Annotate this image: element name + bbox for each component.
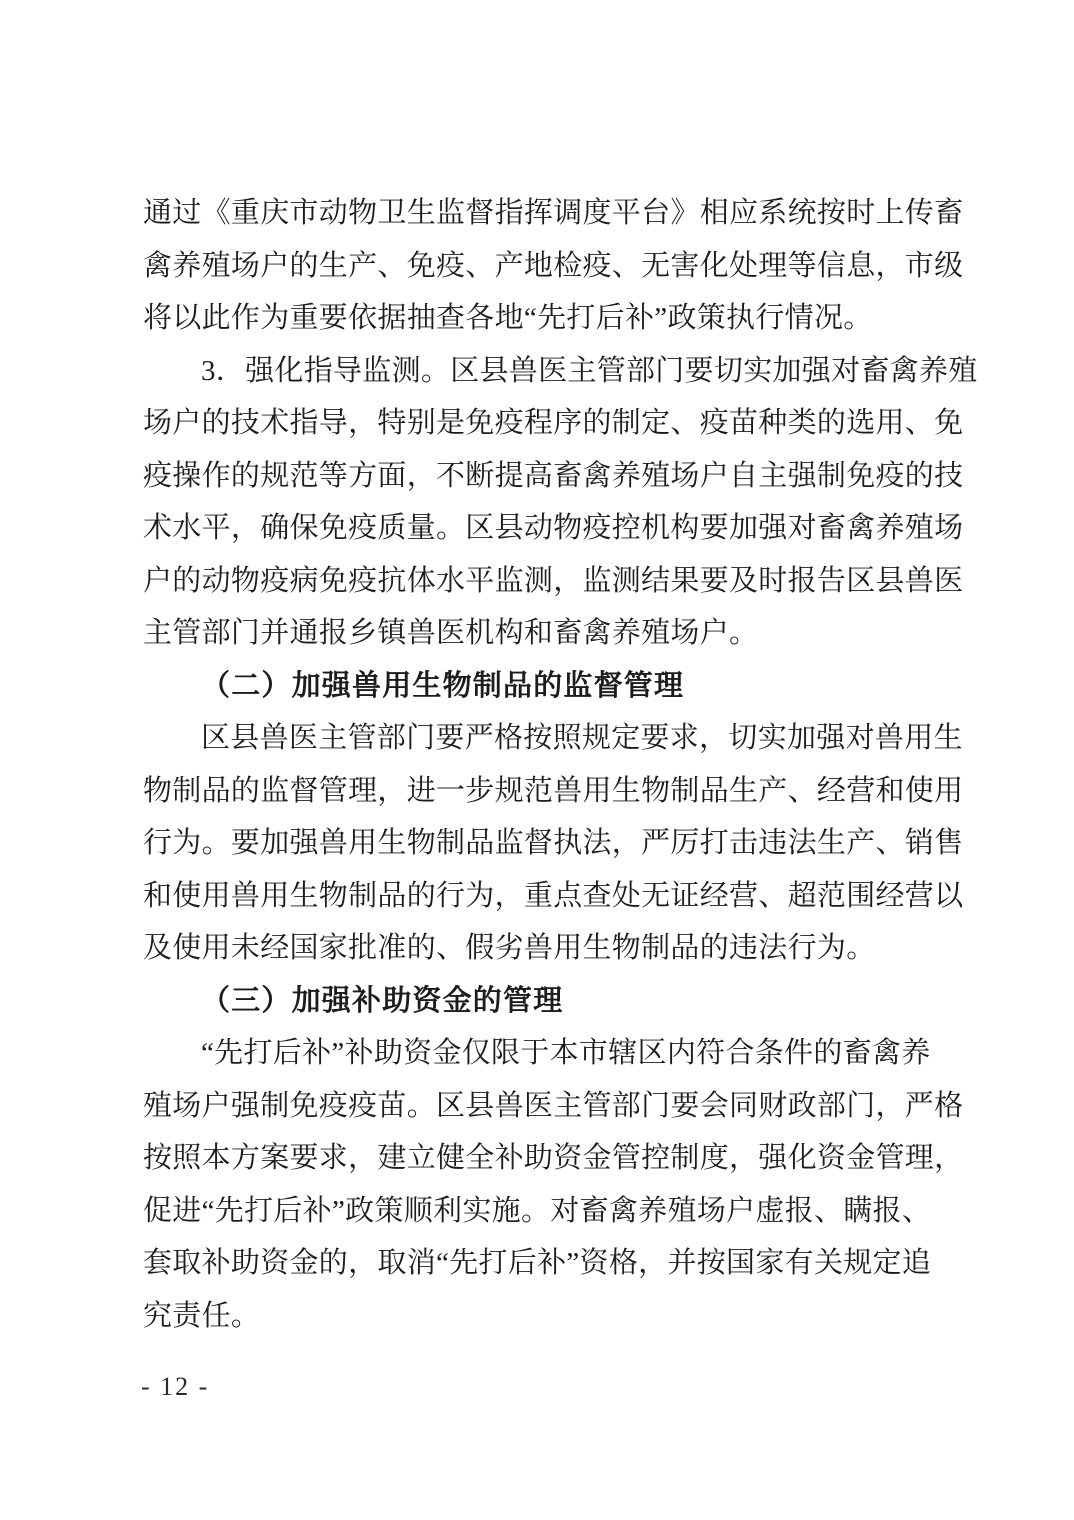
text-line: 通过《重庆市动物卫生监督指挥调度平台》相应系统按时上传畜: [143, 197, 964, 229]
text-line: 3．强化指导监测。区县兽医主管部门要切实加强对畜禽养殖: [201, 354, 978, 387]
section-heading: （三）加强补助资金的管理: [201, 984, 564, 1017]
section-heading-3: [143, 975, 967, 1028]
page-number: - 12 -: [141, 1372, 210, 1401]
paragraph-continuation: [143, 187, 967, 345]
text-line: 场户的技术指导，特别是免疫程序的制定、疫苗种类的选用、免: [143, 407, 964, 439]
paragraph-biologics: [143, 712, 967, 975]
text-line: 区县兽医主管部门要严格按照规定要求，切实加强对兽用生: [201, 722, 963, 754]
text-line: “先打后补”补助资金仅限于本市辖区内符合条件的畜禽养: [201, 1037, 931, 1069]
text-line: 疫操作的规范等方面，不断提高畜禽养殖场户自主强制免疫的技: [143, 459, 964, 492]
text-line: 将以此作为重要依据抽查各地“先打后补”政策执行情况。: [143, 302, 873, 334]
text-line: 究责任。: [143, 1299, 261, 1332]
text-line: 促进“先打后补”政策顺利实施。对畜禽养殖场户虚报、瞒报、: [143, 1194, 932, 1227]
paragraph-item-3: [143, 345, 978, 660]
section-heading: （二）加强兽用生物制品的监督管理: [201, 669, 685, 702]
text-line: 殖场户强制免疫疫苗。区县兽医主管部门要会同财政部门，严格: [143, 1089, 964, 1122]
text-line: 主管部门并通报乡镇兽医机构和畜禽养殖场户。: [143, 617, 759, 649]
text-line: 行为。要加强兽用生物制品监督执法，严厉打击违法生产、销售: [143, 827, 964, 859]
section-heading-2: [143, 660, 967, 713]
text-line: 及使用未经国家批准的、假劣兽用生物制品的违法行为。: [143, 932, 876, 964]
text-line: 按照本方案要求，建立健全补助资金管控制度，强化资金管理，: [143, 1142, 964, 1174]
text-line: 术水平，确保免疫质量。区县动物疫控机构要加强对畜禽养殖场: [143, 512, 964, 544]
text-line: 物制品的监督管理，进一步规范兽用生物制品生产、经营和使用: [143, 774, 964, 807]
text-line: 和使用兽用生物制品的行为，重点查处无证经营、超范围经营以: [143, 879, 964, 912]
text-line: 套取补助资金的，取消“先打后补”资格，并按国家有关规定追: [143, 1247, 932, 1279]
text-line: 禽养殖场户的生产、免疫、产地检疫、无害化处理等信息，市级: [143, 249, 964, 282]
text-line: 户的动物疫病免疫抗体水平监测，监测结果要及时报告区县兽医: [143, 564, 964, 597]
paragraph-funds: [143, 1027, 967, 1342]
document-body: [143, 187, 978, 1342]
